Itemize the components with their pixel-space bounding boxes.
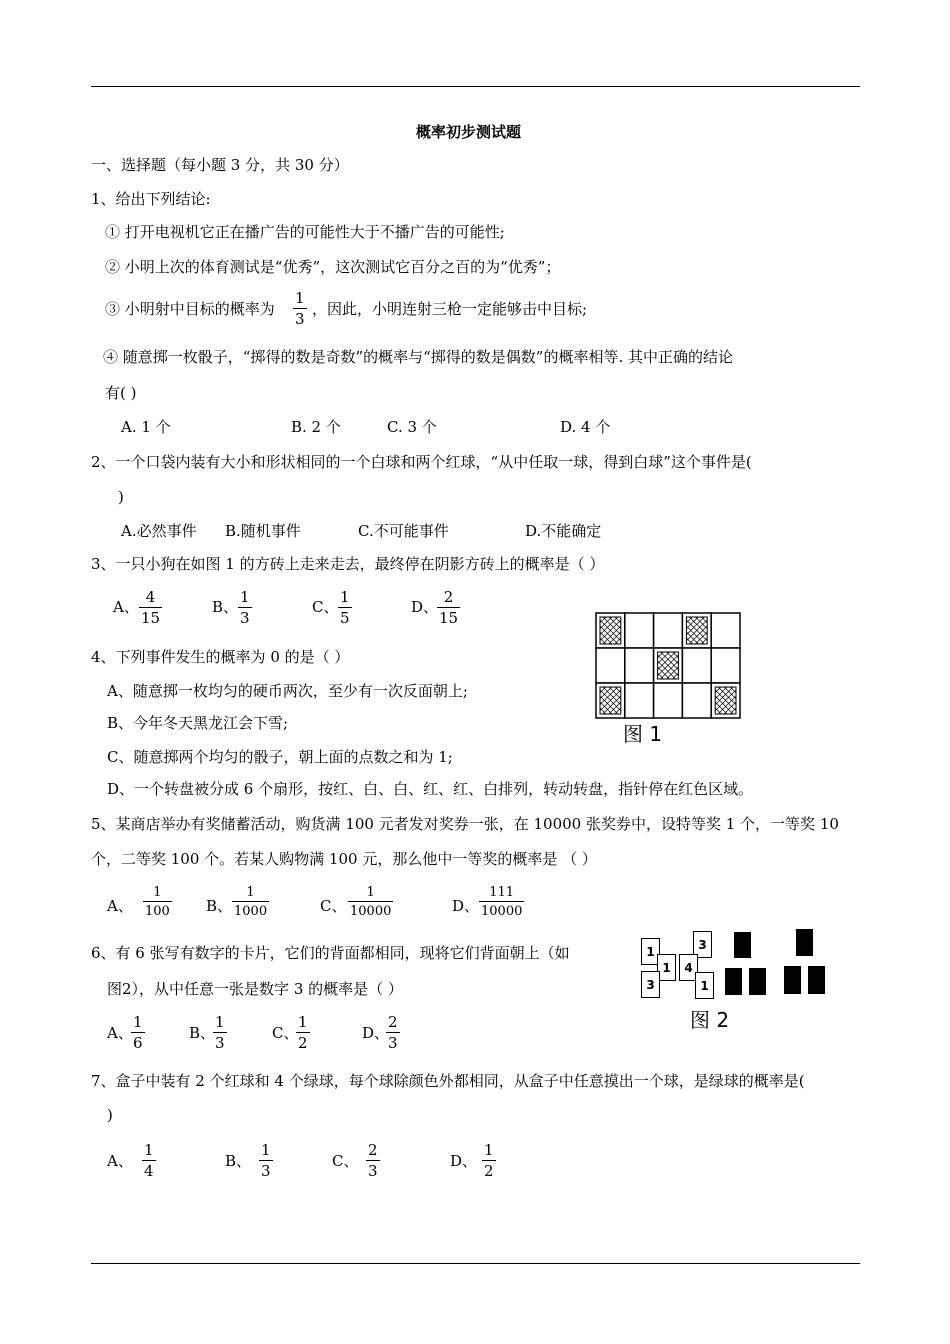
fraction-numerator: 1: [295, 289, 305, 307]
q2-option-c: C.不可能事件: [358, 522, 449, 540]
card-face: 1: [657, 954, 676, 981]
tile: [711, 613, 740, 648]
q5-option-b-fraction: [232, 886, 269, 918]
q6-stem-cont: 图2），从中任意一张是数字 3 的概率是（ ）: [107, 980, 403, 998]
q7-option-b-fraction: [259, 1143, 273, 1179]
q1-option-d: D. 4 个: [560, 418, 611, 436]
tile: [625, 648, 654, 683]
card-face: 4: [679, 954, 698, 981]
fraction-numerator: 1: [484, 1141, 494, 1159]
q4-option-a: A、随意掷一枚均匀的硬币两次，至少有一次反面朝上;: [107, 682, 468, 700]
q3-option-b-label: B、: [212, 598, 239, 616]
q3-option-a-fraction: [139, 590, 162, 626]
q7-stem-cont: ): [107, 1106, 113, 1124]
q5-option-d-label: D、: [452, 897, 480, 915]
fraction-denominator: 3: [388, 1034, 398, 1052]
q6-option-c-fraction: [296, 1015, 310, 1051]
q3-option-c-label: C、: [312, 598, 339, 616]
fraction-denominator: 3: [295, 310, 305, 328]
fraction-numerator: 1: [366, 885, 375, 900]
q5-option-c-label: C、: [320, 897, 347, 915]
fraction-numerator: 1: [298, 1013, 308, 1031]
card-back: [749, 968, 766, 995]
page-title: 概率初步测试题: [416, 123, 522, 141]
q1-stem: 1、给出下列结论:: [91, 190, 211, 208]
fraction-numerator: 1: [240, 588, 250, 606]
q3-option-d-label: D、: [411, 598, 439, 616]
q7-option-a-label: A、: [107, 1152, 133, 1170]
q5-stem: 5、某商店举办有奖储蓄活动，购货满 100 元者发对奖券一张，在 10000 张奖券中，设特等奖 1 个，一等奖 10: [91, 815, 839, 833]
fraction-denominator: 15: [439, 609, 459, 627]
fraction-denominator: 5: [340, 609, 350, 627]
q2-option-a: A.必然事件: [121, 522, 197, 540]
tile: [625, 683, 654, 718]
tile: [654, 613, 683, 648]
q5-stem-cont: 个，二等奖 100 个。若某人购物满 100 元，那么他中一等奖的概率是 （ ）: [91, 850, 597, 868]
q7-option-c-fraction: [366, 1143, 380, 1179]
fraction-numerator: 1: [215, 1013, 225, 1031]
q6-option-c-label: C、: [272, 1024, 299, 1042]
q6-option-d-fraction: [386, 1015, 400, 1051]
tile: [682, 683, 711, 718]
q1-statement-1: ① 打开电视机它正在播广告的可能性大于不播广告的可能性;: [105, 223, 505, 241]
fraction-denominator: 3: [261, 1162, 271, 1180]
fraction-denominator: 3: [240, 609, 250, 627]
fraction-numerator: 1: [153, 885, 162, 900]
card-face: 1: [641, 938, 660, 965]
q1-option-a: A. 1 个: [121, 418, 171, 436]
fraction-numerator: 111: [489, 885, 515, 900]
card-back: [734, 932, 751, 958]
tile: [596, 648, 625, 683]
figure-1-label: 图 1: [623, 722, 663, 746]
footer-rule: [91, 1263, 860, 1264]
fraction-denominator: 2: [298, 1034, 308, 1052]
card-face: 3: [641, 971, 660, 998]
q6-option-a-fraction: [131, 1015, 145, 1051]
fraction-denominator: 6: [133, 1034, 143, 1052]
fraction-denominator: 15: [141, 609, 161, 627]
card-back: [784, 966, 801, 994]
card-face: 3: [693, 931, 712, 958]
fraction-numerator: 1: [340, 588, 350, 606]
fraction-numerator: 4: [145, 588, 156, 606]
q1-statement-3a: ③ 小明射中目标的概率为: [105, 300, 275, 318]
fraction-numerator: 2: [388, 1013, 398, 1031]
fraction-numerator: 2: [443, 588, 454, 606]
q3-option-a-label: A、: [113, 598, 139, 616]
q7-option-d-fraction: [482, 1143, 496, 1179]
q3-option-c-fraction: [338, 590, 352, 626]
q6-option-b-label: B、: [189, 1024, 216, 1042]
q1-statement-3-fraction: [293, 291, 307, 327]
tile: [625, 613, 654, 648]
q6-stem: 6、有 6 张写有数字的卡片，它们的背面都相同，现将它们背面朝上（如: [91, 944, 570, 962]
q5-option-b-label: B、: [206, 897, 233, 915]
header-rule: [91, 86, 860, 87]
card-back: [725, 968, 742, 995]
fraction-numerator: 1: [133, 1013, 143, 1031]
q4-option-c: C、随意掷两个均匀的骰子，朝上面的点数之和为 1;: [107, 748, 453, 766]
q1-statement-4: ④ 随意掷一枚骰子，“掷得的数是奇数”的概率与“掷得的数是偶数”的概率相等. 其中正确的结论: [103, 348, 733, 366]
figure-2-label: 图 2: [690, 1008, 730, 1032]
figure-1-tile-grid: [595, 612, 741, 719]
q1-option-b: B. 2 个: [291, 418, 341, 436]
q6-option-a-label: A、: [107, 1024, 133, 1042]
fraction-numerator: 1: [246, 885, 255, 900]
q1-option-c: C. 3 个: [387, 418, 437, 436]
q7-option-d-label: D、: [450, 1152, 478, 1170]
q3-option-d-fraction: [437, 590, 460, 626]
q6-option-b-fraction: [213, 1015, 227, 1051]
tile: [682, 648, 711, 683]
fraction-denominator: 3: [215, 1034, 225, 1052]
q4-option-d: D、一个转盘被分成 6 个扇形，按红、白、白、红、红、白排列，转动转盘，指针停在红色区域。: [107, 780, 754, 798]
fraction-denominator: 3: [368, 1162, 378, 1180]
q1-statement-4-cont: 有( ): [105, 384, 137, 402]
card-back: [796, 929, 813, 956]
fraction-numerator: 2: [368, 1141, 378, 1159]
q4-stem: 4、下列事件发生的概率为 0 的是（ ）: [91, 648, 350, 666]
q6-option-d-label: D、: [362, 1024, 390, 1042]
card-back: [808, 966, 825, 994]
q1-statement-3b: ，因此，小明连射三枪一定能够击中目标;: [312, 300, 588, 318]
q2-option-d: D.不能确定: [525, 522, 602, 540]
q2-stem-cont: ): [118, 488, 124, 506]
fraction-denominator: 4: [144, 1162, 154, 1180]
q2-stem: 2、一个口袋内装有大小和形状相同的一个白球和两个红球，“从中任取一球，得到白球”这个事件是(: [91, 453, 752, 471]
fraction-numerator: 1: [261, 1141, 271, 1159]
q7-option-b-label: B、: [225, 1152, 252, 1170]
fraction-denominator: 1000: [232, 901, 269, 918]
q5-option-a-fraction: [143, 886, 172, 918]
q4-option-b: B、今年冬天黑龙江会下雪;: [107, 714, 289, 732]
fraction-denominator: 100: [143, 901, 172, 918]
card-face: 1: [695, 972, 714, 999]
tile: [711, 648, 740, 683]
q3-option-b-fraction: [238, 590, 252, 626]
q7-option-a-fraction: [142, 1143, 156, 1179]
fraction-numerator: 1: [144, 1141, 154, 1159]
fraction-denominator: 10000: [479, 901, 524, 918]
q3-stem: 3、一只小狗在如图 1 的方砖上走来走去，最终停在阴影方砖上的概率是（ ）: [91, 555, 605, 573]
fraction-denominator: 2: [484, 1162, 494, 1180]
q5-option-a-label: A、: [107, 897, 133, 915]
q2-option-b: B.随机事件: [225, 522, 301, 540]
q5-option-c-fraction: [348, 886, 393, 918]
q1-statement-2: ② 小明上次的体育测试是“优秀”，这次测试它百分之百的为“优秀”；: [105, 258, 561, 276]
q7-option-c-label: C、: [332, 1152, 359, 1170]
fraction-denominator: 10000: [348, 901, 393, 918]
section-heading: 一、选择题（每小题 3 分，共 30 分）: [91, 156, 349, 174]
q5-option-d-fraction: [479, 886, 524, 918]
tile: [654, 683, 683, 718]
q7-stem: 7、盒子中装有 2 个红球和 4 个绿球，每个球除颜色外都相同，从盒子中任意摸出一个球，是绿球的概率是(: [91, 1072, 805, 1090]
